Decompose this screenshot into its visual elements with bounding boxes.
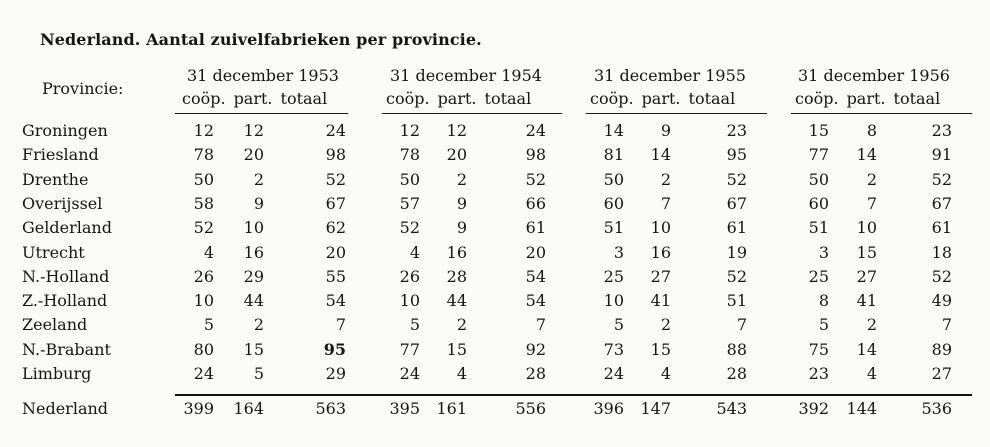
table-cell: 7 xyxy=(535,315,546,335)
province-label: Drenthe xyxy=(22,169,89,189)
header-rule xyxy=(175,113,348,114)
period-header: 31 december 1954 xyxy=(390,66,542,85)
table-cell: 7 xyxy=(941,315,952,335)
total-cell: 399 xyxy=(183,399,214,418)
table-cell: 41 xyxy=(650,291,671,311)
table-cell: 3 xyxy=(613,242,624,262)
table-cell: 50 xyxy=(808,169,829,189)
subcolumn-header: coöp. xyxy=(386,89,430,108)
total-cell: 164 xyxy=(233,399,264,418)
table-cell: 51 xyxy=(603,218,624,238)
table-cell: 7 xyxy=(866,193,877,213)
table-cell: 51 xyxy=(808,218,829,238)
table-cell: 60 xyxy=(603,193,624,213)
table-cell: 15 xyxy=(243,339,264,359)
table-cell: 10 xyxy=(193,291,214,311)
table-cell: 7 xyxy=(335,315,346,335)
table-cell: 54 xyxy=(525,291,546,311)
table-cell: 77 xyxy=(399,339,420,359)
table-cell: 57 xyxy=(399,193,420,213)
table-cell: 54 xyxy=(525,266,546,286)
table-title: Nederland. Aantal zuivelfabrieken per provincie. xyxy=(40,30,482,49)
table-cell: 7 xyxy=(736,315,747,335)
table-cell: 77 xyxy=(808,145,829,165)
total-cell: 144 xyxy=(846,399,877,418)
table-cell: 26 xyxy=(193,266,214,286)
table-cell: 75 xyxy=(808,339,829,359)
province-label: N.-Brabant xyxy=(22,339,111,359)
table-cell: 23 xyxy=(931,121,952,140)
total-cell: 563 xyxy=(315,399,346,418)
table-cell: 50 xyxy=(603,169,624,189)
subcolumn-header-group xyxy=(182,89,327,108)
province-label: Groningen xyxy=(22,121,108,140)
table-cell: 5 xyxy=(818,315,829,335)
table-cell: 16 xyxy=(446,242,467,262)
table-cell: 98 xyxy=(525,145,546,165)
total-cell: 543 xyxy=(716,399,747,418)
table-cell: 52 xyxy=(193,218,214,238)
table-cell: 8 xyxy=(866,121,877,140)
table-cell: 14 xyxy=(856,145,877,165)
subcolumn-header-group xyxy=(386,89,531,108)
table-cell: 9 xyxy=(253,193,264,213)
table-cell: 20 xyxy=(325,242,346,262)
table-cell: 28 xyxy=(525,364,546,383)
subcolumn-header: part. xyxy=(641,89,681,108)
table-cell: 52 xyxy=(931,266,952,286)
table-cell: 52 xyxy=(931,169,952,189)
province-label: Gelderland xyxy=(22,218,112,238)
table-cell: 78 xyxy=(399,145,420,165)
table-cell: 78 xyxy=(193,145,214,165)
table-cell: 2 xyxy=(866,169,877,189)
table-cell: 51 xyxy=(726,291,747,311)
table-cell: 7 xyxy=(660,193,671,213)
table-cell: 92 xyxy=(525,339,546,359)
table-cell: 15 xyxy=(446,339,467,359)
table-cell: 44 xyxy=(446,291,467,311)
table-cell: 4 xyxy=(866,364,877,383)
table-cell: 62 xyxy=(325,218,346,238)
total-cell: 147 xyxy=(640,399,671,418)
table-cell: 29 xyxy=(325,364,346,383)
total-rule xyxy=(175,394,972,396)
table-cell: 10 xyxy=(603,291,624,311)
table-cell: 24 xyxy=(603,364,624,383)
table-cell: 2 xyxy=(866,315,877,335)
period-header: 31 december 1955 xyxy=(594,66,746,85)
province-column-header: Provincie: xyxy=(42,79,124,98)
table-cell: 4 xyxy=(203,242,214,262)
table-cell: 19 xyxy=(726,242,747,262)
table-cell: 10 xyxy=(243,218,264,238)
table-cell: 20 xyxy=(446,145,467,165)
table-cell: 23 xyxy=(726,121,747,140)
table-cell: 52 xyxy=(399,218,420,238)
table-cell: 55 xyxy=(325,266,346,286)
table-cell: 5 xyxy=(613,315,624,335)
province-label: Nederland xyxy=(22,399,109,418)
table-cell: 23 xyxy=(808,364,829,383)
table-cell: 24 xyxy=(399,364,420,383)
table-cell: 2 xyxy=(660,315,671,335)
table-cell: 67 xyxy=(931,193,952,213)
table-cell: 88 xyxy=(726,339,747,359)
table-cell: 52 xyxy=(726,169,747,189)
province-label: Overijssel xyxy=(22,193,103,213)
table-cell: 20 xyxy=(525,242,546,262)
table-cell: 24 xyxy=(325,121,346,140)
total-cell: 395 xyxy=(389,399,420,418)
table-cell: 26 xyxy=(399,266,420,286)
table-cell: 12 xyxy=(243,121,264,140)
table-cell: 54 xyxy=(325,291,346,311)
table-cell: 12 xyxy=(399,121,420,140)
period-header: 31 december 1953 xyxy=(187,66,339,85)
table-cell: 98 xyxy=(325,145,346,165)
table-cell: 4 xyxy=(409,242,420,262)
subcolumn-header: coöp. xyxy=(182,89,226,108)
table-cell: 9 xyxy=(456,218,467,238)
table-cell: 3 xyxy=(818,242,829,262)
header-rule xyxy=(382,113,562,114)
table-cell: 2 xyxy=(456,169,467,189)
table-cell: 95 xyxy=(323,339,346,359)
table-cell: 49 xyxy=(931,291,952,311)
total-cell: 536 xyxy=(921,399,952,418)
table-cell: 52 xyxy=(325,169,346,189)
table-cell: 27 xyxy=(856,266,877,286)
table-cell: 20 xyxy=(243,145,264,165)
province-label: Utrecht xyxy=(22,242,85,262)
table-cell: 5 xyxy=(203,315,214,335)
table-cell: 4 xyxy=(456,364,467,383)
table-cell: 10 xyxy=(650,218,671,238)
table-cell: 5 xyxy=(409,315,420,335)
table-cell: 24 xyxy=(525,121,546,140)
table-cell: 4 xyxy=(660,364,671,383)
table-cell: 61 xyxy=(726,218,747,238)
total-cell: 392 xyxy=(798,399,829,418)
table-cell: 28 xyxy=(446,266,467,286)
table-cell: 29 xyxy=(243,266,264,286)
table-cell: 58 xyxy=(193,193,214,213)
table-cell: 91 xyxy=(931,145,952,165)
table-cell: 89 xyxy=(931,339,952,359)
table-cell: 14 xyxy=(603,121,624,140)
table-cell: 15 xyxy=(650,339,671,359)
table-cell: 60 xyxy=(808,193,829,213)
subcolumn-header: part. xyxy=(437,89,477,108)
subcolumn-header: coöp. xyxy=(590,89,634,108)
province-label: Limburg xyxy=(22,364,92,383)
table-cell: 24 xyxy=(193,364,214,383)
table-cell: 67 xyxy=(726,193,747,213)
table-cell: 9 xyxy=(660,121,671,140)
total-cell: 556 xyxy=(515,399,546,418)
province-label: Z.-Holland xyxy=(22,291,108,311)
table-cell: 2 xyxy=(456,315,467,335)
total-cell: 396 xyxy=(593,399,624,418)
table-cell: 50 xyxy=(399,169,420,189)
table-cell: 16 xyxy=(650,242,671,262)
table-cell: 16 xyxy=(243,242,264,262)
province-label: Friesland xyxy=(22,145,99,165)
table-cell: 81 xyxy=(603,145,624,165)
table-cell: 9 xyxy=(456,193,467,213)
header-rule xyxy=(791,113,972,114)
table-cell: 61 xyxy=(525,218,546,238)
subcolumn-header-group xyxy=(590,89,735,108)
subcolumn-header: totaal xyxy=(484,89,532,108)
table-cell: 14 xyxy=(650,145,671,165)
table-cell: 12 xyxy=(193,121,214,140)
table-cell: 52 xyxy=(726,266,747,286)
table-cell: 27 xyxy=(931,364,952,383)
table-cell: 28 xyxy=(726,364,747,383)
total-cell: 161 xyxy=(436,399,467,418)
table-cell: 12 xyxy=(446,121,467,140)
subcolumn-header: totaal xyxy=(893,89,941,108)
subcolumn-header: part. xyxy=(846,89,886,108)
table-cell: 2 xyxy=(253,169,264,189)
table-cell: 66 xyxy=(525,193,546,213)
table-cell: 95 xyxy=(726,145,747,165)
table-cell: 18 xyxy=(931,242,952,262)
table-cell: 25 xyxy=(808,266,829,286)
subcolumn-header: part. xyxy=(233,89,273,108)
province-label: N.-Holland xyxy=(22,266,110,286)
table-cell: 27 xyxy=(650,266,671,286)
table-cell: 50 xyxy=(193,169,214,189)
period-header: 31 december 1956 xyxy=(798,66,950,85)
table-cell: 2 xyxy=(253,315,264,335)
table-cell: 15 xyxy=(856,242,877,262)
table-cell: 8 xyxy=(818,291,829,311)
table-cell: 52 xyxy=(525,169,546,189)
table-cell: 25 xyxy=(603,266,624,286)
province-label: Zeeland xyxy=(22,315,88,335)
table-cell: 67 xyxy=(325,193,346,213)
table-cell: 5 xyxy=(253,364,264,383)
table-cell: 2 xyxy=(660,169,671,189)
subcolumn-header-group xyxy=(795,89,940,108)
header-rule xyxy=(586,113,767,114)
table-cell: 73 xyxy=(603,339,624,359)
table-cell: 15 xyxy=(808,121,829,140)
table-cell: 10 xyxy=(856,218,877,238)
table-cell: 10 xyxy=(399,291,420,311)
table-cell: 44 xyxy=(243,291,264,311)
table-cell: 80 xyxy=(193,339,214,359)
table-cell: 61 xyxy=(931,218,952,238)
subcolumn-header: coöp. xyxy=(795,89,839,108)
subcolumn-header: totaal xyxy=(280,89,328,108)
subcolumn-header: totaal xyxy=(688,89,736,108)
table-cell: 14 xyxy=(856,339,877,359)
table-cell: 41 xyxy=(856,291,877,311)
